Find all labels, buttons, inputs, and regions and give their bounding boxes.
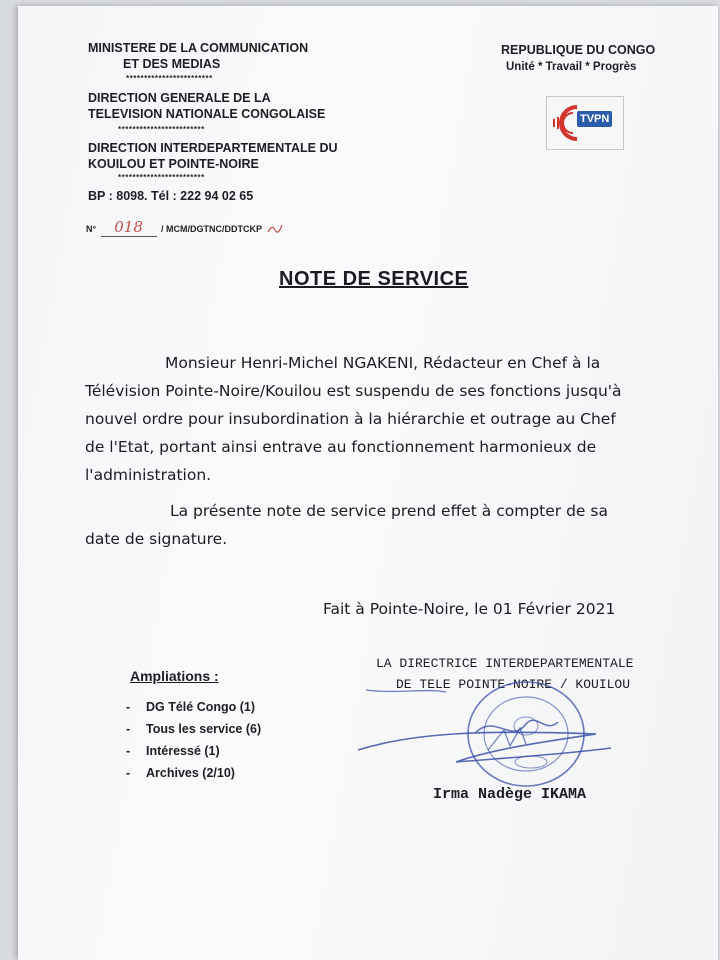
place-date: Fait à Pointe-Noire, le 01 Février 2021	[323, 600, 616, 618]
signatory-title-line2: DE TELE POINTE-NOIRE / KOUILOU	[396, 677, 631, 692]
document-page	[18, 6, 718, 960]
tvpn-logo	[546, 96, 624, 150]
ampliations-title: Ampliations :	[130, 668, 219, 684]
body-line: La présente note de service prend effet à compter de sa	[170, 502, 608, 520]
interdept-line1: DIRECTION INTERDEPARTEMENTALE DU	[88, 141, 338, 155]
list-item-label: DG Télé Congo (1)	[146, 700, 256, 714]
list-item-label: Archives (2/10)	[146, 766, 235, 780]
separator-stars: ************************	[126, 74, 213, 83]
signatory-title-line1: LA DIRECTRICE INTERDEPARTEMENTALE	[376, 656, 634, 671]
body-line: Télévision Pointe-Noire/Kouilou est suspendu de ses fonctions jusqu'à	[85, 382, 622, 400]
ampliations-list	[126, 698, 261, 786]
direction-line1: DIRECTION GENERALE DE LA	[88, 91, 271, 105]
logo-text: TVPN	[577, 111, 612, 127]
list-item-label: Intéressé (1)	[146, 744, 220, 758]
reference-number	[86, 218, 284, 237]
stamp-signature-icon	[336, 674, 626, 804]
ministry-line1: MINISTERE DE LA COMMUNICATION	[88, 41, 309, 55]
ministry-line2: ET DES MEDIAS	[123, 57, 221, 71]
country-name: REPUBLIQUE DU CONGO	[501, 43, 656, 57]
list-item: - Tous les service (6)	[126, 722, 262, 736]
separator-stars: ************************	[118, 125, 205, 134]
body-line: de l'Etat, portant ainsi entrave au fonctionnement harmonieux de	[85, 438, 597, 456]
interdept-line2: KOUILOU ET POINTE-NOIRE	[88, 157, 259, 171]
page-title: NOTE DE SERVICE	[279, 268, 469, 290]
list-item-label: Tous les service (6)	[146, 722, 262, 736]
signatory-name: Irma Nadège IKAMA	[433, 786, 587, 803]
list-item: - Intéressé (1)	[126, 744, 220, 758]
separator-stars: ************************	[118, 173, 205, 182]
contact-info: BP : 8098. Tél : 222 94 02 65	[88, 189, 254, 203]
body-line: Monsieur Henri-Michel NGAKENI, Rédacteur en Chef à la	[165, 354, 601, 372]
reference-suffix: / MCM/DGTNC/DDTCKP	[161, 224, 263, 234]
body-line: l'administration.	[85, 466, 212, 484]
list-item: - DG Télé Congo (1)	[126, 700, 256, 714]
body-line: date de signature.	[85, 530, 228, 548]
national-motto: Unité * Travail * Progrès	[506, 61, 637, 73]
handwritten-mark-icon	[266, 222, 284, 234]
direction-line2: TELEVISION NATIONALE CONGOLAISE	[88, 107, 326, 121]
reference-prefix: N°	[86, 224, 97, 234]
body-line: nouvel ordre pour insubordination à la hiérarchie et outrage au Chef	[85, 410, 616, 428]
handwritten-number: 018	[101, 218, 157, 237]
list-item: - Archives (2/10)	[126, 766, 235, 780]
